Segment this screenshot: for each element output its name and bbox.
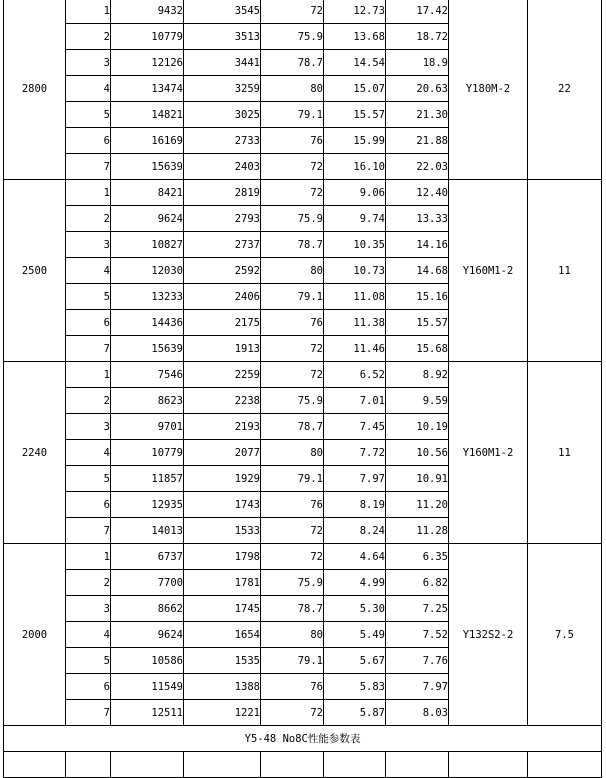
point-index-cell: 1 [66, 362, 111, 388]
point-index-cell: 2 [66, 570, 111, 596]
total-pressure-cell: 2238 [184, 388, 261, 414]
total-pressure-cell: 1913 [184, 336, 261, 362]
point-index-cell: 7 [66, 700, 111, 726]
internal-power-cell: 7.97 [324, 466, 386, 492]
flow-rate-cell: 10779 [111, 24, 184, 50]
point-index-cell: 7 [66, 518, 111, 544]
required-power-cell: 14.16 [386, 232, 449, 258]
efficiency-cell: 76 [261, 310, 324, 336]
required-power-cell: 14.68 [386, 258, 449, 284]
efficiency-cell: 72 [261, 180, 324, 206]
required-power-cell: 17.42 [386, 0, 449, 24]
efficiency-cell: 75.9 [261, 570, 324, 596]
next-table-stub-row [4, 752, 602, 778]
required-power-cell: 21.30 [386, 102, 449, 128]
internal-power-cell: 9.74 [324, 206, 386, 232]
internal-power-cell: 14.54 [324, 50, 386, 76]
efficiency-cell: 72 [261, 700, 324, 726]
total-pressure-cell: 1221 [184, 700, 261, 726]
point-index-cell: 5 [66, 284, 111, 310]
efficiency-cell: 72 [261, 362, 324, 388]
point-index-cell: 5 [66, 648, 111, 674]
point-index-cell: 5 [66, 102, 111, 128]
efficiency-cell: 79.1 [261, 466, 324, 492]
internal-power-cell: 15.07 [324, 76, 386, 102]
efficiency-cell: 80 [261, 622, 324, 648]
internal-power-cell: 8.19 [324, 492, 386, 518]
motor-model-cell: Y180M-2 [449, 0, 528, 180]
efficiency-cell: 76 [261, 674, 324, 700]
flow-rate-cell: 14821 [111, 102, 184, 128]
required-power-cell: 15.57 [386, 310, 449, 336]
motor-model-cell: Y160M1-2 [449, 362, 528, 544]
required-power-cell: 22.03 [386, 154, 449, 180]
internal-power-cell: 10.73 [324, 258, 386, 284]
efficiency-cell: 80 [261, 76, 324, 102]
total-pressure-cell: 1533 [184, 518, 261, 544]
total-pressure-cell: 1654 [184, 622, 261, 648]
flow-rate-cell: 8623 [111, 388, 184, 414]
flow-rate-cell: 16169 [111, 128, 184, 154]
required-power-cell: 8.03 [386, 700, 449, 726]
required-power-cell: 8.92 [386, 362, 449, 388]
internal-power-cell: 5.49 [324, 622, 386, 648]
internal-power-cell: 9.06 [324, 180, 386, 206]
efficiency-cell: 80 [261, 258, 324, 284]
efficiency-cell: 80 [261, 440, 324, 466]
internal-power-cell: 6.52 [324, 362, 386, 388]
point-index-cell: 4 [66, 440, 111, 466]
internal-power-cell: 11.08 [324, 284, 386, 310]
motor-model-cell: Y160M1-2 [449, 180, 528, 362]
internal-power-cell: 10.35 [324, 232, 386, 258]
efficiency-cell: 78.7 [261, 232, 324, 258]
point-index-cell: 3 [66, 596, 111, 622]
internal-power-cell: 7.01 [324, 388, 386, 414]
flow-rate-cell: 14436 [111, 310, 184, 336]
required-power-cell: 21.88 [386, 128, 449, 154]
efficiency-cell: 78.7 [261, 50, 324, 76]
speed-cell: 2240 [4, 362, 66, 544]
efficiency-cell: 78.7 [261, 596, 324, 622]
flow-rate-cell: 14013 [111, 518, 184, 544]
table-row [4, 544, 602, 570]
point-index-cell: 4 [66, 76, 111, 102]
efficiency-cell: 72 [261, 0, 324, 24]
efficiency-cell: 72 [261, 154, 324, 180]
flow-rate-cell: 9701 [111, 414, 184, 440]
total-pressure-cell: 2193 [184, 414, 261, 440]
required-power-cell: 18.9 [386, 50, 449, 76]
efficiency-cell: 79.1 [261, 648, 324, 674]
total-pressure-cell: 2592 [184, 258, 261, 284]
internal-power-cell: 11.46 [324, 336, 386, 362]
point-index-cell: 2 [66, 388, 111, 414]
motor-power-cell: 22 [528, 0, 602, 180]
point-index-cell: 6 [66, 492, 111, 518]
internal-power-cell: 15.57 [324, 102, 386, 128]
point-index-cell: 2 [66, 24, 111, 50]
flow-rate-cell: 10779 [111, 440, 184, 466]
required-power-cell: 11.20 [386, 492, 449, 518]
flow-rate-cell: 13474 [111, 76, 184, 102]
motor-model-cell: Y132S2-2 [449, 544, 528, 726]
total-pressure-cell: 2077 [184, 440, 261, 466]
required-power-cell: 15.16 [386, 284, 449, 310]
total-pressure-cell: 1743 [184, 492, 261, 518]
point-index-cell: 1 [66, 0, 111, 24]
efficiency-cell: 72 [261, 544, 324, 570]
internal-power-cell: 11.38 [324, 310, 386, 336]
flow-rate-cell: 11857 [111, 466, 184, 492]
flow-rate-cell: 8662 [111, 596, 184, 622]
efficiency-cell: 72 [261, 336, 324, 362]
total-pressure-cell: 3545 [184, 0, 261, 24]
internal-power-cell: 16.10 [324, 154, 386, 180]
flow-rate-cell: 12126 [111, 50, 184, 76]
point-index-cell: 3 [66, 414, 111, 440]
required-power-cell: 13.33 [386, 206, 449, 232]
required-power-cell: 10.91 [386, 466, 449, 492]
total-pressure-cell: 2175 [184, 310, 261, 336]
flow-rate-cell: 12030 [111, 258, 184, 284]
total-pressure-cell: 2406 [184, 284, 261, 310]
speed-cell: 2000 [4, 544, 66, 726]
required-power-cell: 15.68 [386, 336, 449, 362]
flow-rate-cell: 10586 [111, 648, 184, 674]
required-power-cell: 10.19 [386, 414, 449, 440]
efficiency-cell: 79.1 [261, 284, 324, 310]
flow-rate-cell: 7700 [111, 570, 184, 596]
total-pressure-cell: 2819 [184, 180, 261, 206]
point-index-cell: 4 [66, 622, 111, 648]
required-power-cell: 7.97 [386, 674, 449, 700]
internal-power-cell: 4.64 [324, 544, 386, 570]
efficiency-cell: 79.1 [261, 102, 324, 128]
flow-rate-cell: 8421 [111, 180, 184, 206]
motor-power-cell: 11 [528, 362, 602, 544]
efficiency-cell: 78.7 [261, 414, 324, 440]
flow-rate-cell: 9624 [111, 206, 184, 232]
point-index-cell: 6 [66, 128, 111, 154]
total-pressure-cell: 1929 [184, 466, 261, 492]
total-pressure-cell: 1798 [184, 544, 261, 570]
performance-table [3, 0, 602, 778]
flow-rate-cell: 12935 [111, 492, 184, 518]
internal-power-cell: 5.83 [324, 674, 386, 700]
flow-rate-cell: 13233 [111, 284, 184, 310]
point-index-cell: 3 [66, 232, 111, 258]
internal-power-cell: 8.24 [324, 518, 386, 544]
flow-rate-cell: 10827 [111, 232, 184, 258]
required-power-cell: 18.72 [386, 24, 449, 50]
efficiency-cell: 72 [261, 518, 324, 544]
point-index-cell: 7 [66, 336, 111, 362]
flow-rate-cell: 7546 [111, 362, 184, 388]
internal-power-cell: 5.87 [324, 700, 386, 726]
required-power-cell: 20.63 [386, 76, 449, 102]
required-power-cell: 10.56 [386, 440, 449, 466]
flow-rate-cell: 9624 [111, 622, 184, 648]
required-power-cell: 7.25 [386, 596, 449, 622]
total-pressure-cell: 2259 [184, 362, 261, 388]
total-pressure-cell: 3025 [184, 102, 261, 128]
point-index-cell: 2 [66, 206, 111, 232]
flow-rate-cell: 9432 [111, 0, 184, 24]
total-pressure-cell: 1388 [184, 674, 261, 700]
efficiency-cell: 76 [261, 128, 324, 154]
total-pressure-cell: 3441 [184, 50, 261, 76]
total-pressure-cell: 2733 [184, 128, 261, 154]
speed-cell: 2800 [4, 0, 66, 180]
motor-power-cell: 11 [528, 180, 602, 362]
internal-power-cell: 15.99 [324, 128, 386, 154]
internal-power-cell: 13.68 [324, 24, 386, 50]
total-pressure-cell: 1535 [184, 648, 261, 674]
caption-row [4, 726, 602, 752]
total-pressure-cell: 1781 [184, 570, 261, 596]
table-row [4, 362, 602, 388]
total-pressure-cell: 3513 [184, 24, 261, 50]
required-power-cell: 9.59 [386, 388, 449, 414]
internal-power-cell: 4.99 [324, 570, 386, 596]
point-index-cell: 3 [66, 50, 111, 76]
efficiency-cell: 76 [261, 492, 324, 518]
total-pressure-cell: 2403 [184, 154, 261, 180]
point-index-cell: 4 [66, 258, 111, 284]
table-body [4, 0, 602, 726]
required-power-cell: 7.76 [386, 648, 449, 674]
table-row [4, 0, 602, 24]
efficiency-cell: 75.9 [261, 388, 324, 414]
required-power-cell: 7.52 [386, 622, 449, 648]
point-index-cell: 7 [66, 154, 111, 180]
table-row [4, 180, 602, 206]
efficiency-cell: 75.9 [261, 206, 324, 232]
point-index-cell: 1 [66, 544, 111, 570]
table-caption: Y5-48 No8C性能参数表 [4, 726, 602, 752]
total-pressure-cell: 1745 [184, 596, 261, 622]
flow-rate-cell: 11549 [111, 674, 184, 700]
internal-power-cell: 5.30 [324, 596, 386, 622]
motor-power-cell: 7.5 [528, 544, 602, 726]
point-index-cell: 1 [66, 180, 111, 206]
required-power-cell: 6.35 [386, 544, 449, 570]
point-index-cell: 5 [66, 466, 111, 492]
internal-power-cell: 7.72 [324, 440, 386, 466]
required-power-cell: 12.40 [386, 180, 449, 206]
speed-cell: 2500 [4, 180, 66, 362]
flow-rate-cell: 15639 [111, 154, 184, 180]
internal-power-cell: 5.67 [324, 648, 386, 674]
internal-power-cell: 12.73 [324, 0, 386, 24]
total-pressure-cell: 2737 [184, 232, 261, 258]
flow-rate-cell: 12511 [111, 700, 184, 726]
total-pressure-cell: 2793 [184, 206, 261, 232]
internal-power-cell: 7.45 [324, 414, 386, 440]
required-power-cell: 6.82 [386, 570, 449, 596]
flow-rate-cell: 15639 [111, 336, 184, 362]
required-power-cell: 11.28 [386, 518, 449, 544]
flow-rate-cell: 6737 [111, 544, 184, 570]
efficiency-cell: 75.9 [261, 24, 324, 50]
total-pressure-cell: 3259 [184, 76, 261, 102]
point-index-cell: 6 [66, 674, 111, 700]
point-index-cell: 6 [66, 310, 111, 336]
